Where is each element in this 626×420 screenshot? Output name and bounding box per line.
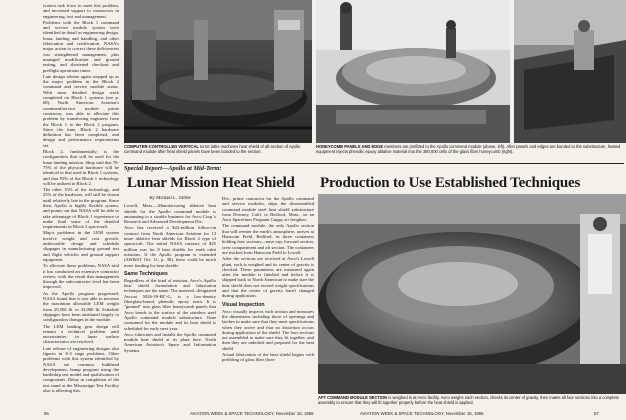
honeycomb-photo xyxy=(316,0,510,143)
paragraph: Problems with the Block 1 command and service module system were identified in detail as engineering design, lunar, landing and handling, and other fabrication and certification. NASA's major action to correct these deficiencies was strengthened management, plus managed modification and ground testing, and shortened checkout and preflight operations times. xyxy=(43,19,119,73)
paragraph: The other 15% of the technology, and 25% of the hardware, will still be frozen until relatively late in the program. Since then, Apollo is highly flexible system, and points out that NASA will be able to take advantage of Block 1 experience to make final some of the detailed requirements in Block 2 spacecraft. xyxy=(43,187,119,230)
paragraph: As the Apollo program progressed, NASA found that it was able to increase the maximum allowable LEM weight from 29,500 lb. to 32,000 lb. Schedule slippages have been attributed largely to configuration changes in the module. xyxy=(43,290,119,323)
kicker: Special Report—Apollo at Mid-Term: xyxy=(124,165,222,172)
paragraph: Avco visually inspects each section and measures the dimensions including those of openings and latches to make sure that they meet specifications when they arrive and that no distortion occurs during application of the shield. The four sections are assembled to make sure they fit together, and then they are unbolted and prepared for the heat shield. xyxy=(222,308,314,351)
footer-left-page-number: 56 xyxy=(44,411,49,416)
headline-rule xyxy=(124,163,624,164)
article-column-2 xyxy=(222,196,314,408)
left-text-column xyxy=(43,3,119,403)
aft-module-photo xyxy=(318,194,626,394)
article-column-1 xyxy=(124,196,216,408)
paragraph: Late release of engineering designs also figures in S-2 stage problems. Other problems with this system identified by NASA are common bulkhead development, hump program using the battleship test model and qualification of components. Delay in completion of the test stand at the Mississippi Test Facility also is affecting this. xyxy=(43,345,119,394)
paragraph: To alleviate these problems, NASA said it has conducted an extensive contractor review, with the result that management through the subcontractor level has been improved. xyxy=(43,263,119,290)
section-heading: Same Techniques xyxy=(124,270,168,277)
byline: By Michael L. Yaffee xyxy=(149,196,191,201)
lathe-photo-caption: COMPUTER-CONTROLLED VERTICAL turret lathe machines heat shield of aft section of Apollo command module after heat shield panels have been bonded to the section. xyxy=(124,144,301,154)
footer-right-page-number: 57 xyxy=(594,411,599,416)
paragraph: Avco has received a $22-million follow-on contract from North American Aviation for 13 more ablative heat shields for Block 2 type of spacecraft. The initial NASA contract of $25 million was for 8 heat shields for earth orbit missions. If the Apollo program is extended (AW&ST Oct. 11, p. 38), there could be much more funding for heat shields. xyxy=(124,225,216,268)
paragraph: Lowell, Mass.—Manufacturing ablative heat shields for the Apollo command module is amounting to a sizable business for Avco Corp.'s Research and Advanced Development Div. xyxy=(124,203,216,225)
paragraph: Avco fabricates and installs the Apollo command module heat shield at its plant here. North American Aviation's Space and Information Systems xyxy=(124,331,216,353)
paragraph: Block 2, fundamentally, is the configuration that will be used for the lunar landing mission. Shop said that 70-75% of the physical hardware will be identical to that used in Block 1 systems, and that 95% of the Block 1 technology will be utilized in Block 2. xyxy=(43,149,119,186)
headline-left: Lunar Mission Heat Shield xyxy=(127,175,295,191)
footer-right-text: AVIATION WEEK & SPACE TECHNOLOGY, November 15, 1965 xyxy=(360,411,484,416)
paragraph: Late design release again cropped up as the major problem in the Block 2 command and service module status. With most detailed design work completed on Block 1 systems (see p. 68), North American Aviation's command/service module prime contractor, was able to alleviate this problem by transferring engineers from the Block 1 to the Block 2 program. Since the time, Block 2 hardware definition has been completed, and design and performance requirements set. xyxy=(43,73,119,148)
paragraph: Major problems in the LEM system involve weight and cost growth, unfavorable design and schedule slippages in manufacturing ground test and flight vehicles and ground support equipment. xyxy=(43,230,119,262)
honeycomb-photo-caption: HONEYCOMB PANELS AND EDGE members are prefitted to the Apollo command module (above, left). After panels and edges are bonded to the substructure, heated equipment injects phenolic epoxy ablative material into the 380,000 cells of the glass fiber honeycomb (right). xyxy=(316,144,621,154)
footer-left-text: AVIATION WEEK & SPACE TECHNOLOGY, November 15, 1965 xyxy=(190,411,314,416)
paragraph: The LEM landing gear design will remain a technical problem until uncertainties in lunar surface characteristics are resolved. xyxy=(43,323,119,345)
headline-right: Production to Use Established Techniques xyxy=(320,175,581,191)
aft-module-photo-caption: AFT COMMAND MODULE SECTION is weighed in at Avco facility. Avco weighs each section, checks its center of gravity, then mates all four sections into a complete assembly to ensure that they will fit together properly before the heat shield is applied. xyxy=(318,395,619,405)
section-heading: Visual Inspection xyxy=(222,301,265,308)
paragraph: The command module, the only Apollo section that will reenter the earth's atmosphere, arrives at Hanscom Field, Bedford, in three containers holding four sections—nose cap, forward section, crew compartment and aft section. The containers are trucked from Hanscom Field to Lowell. xyxy=(222,223,314,255)
paragraph: ivation task force to meet this problem, and increased support to contractors in engineering, test and management. xyxy=(43,3,119,19)
paragraph: Actual fabrication of the heat shield begins with prefitting of glass fiber (hon- xyxy=(222,352,314,363)
paragraph: Regardless of the kind of mission, Avco's Apollo heat shield formulation and fabrication techniques are the same. The material, designated Avcoat 5026-39-HC-G, is a low-density fiberglass-based, phenolic epoxy resin. It is "gunned" into glass fiber honeycomb panels that Avco bonds to the surface of the stainless steel Apollo command module substructure. Time consumed for the module and its heat shield is scheduled for early next year. xyxy=(124,277,216,331)
paragraph: After the sections are received at Avco's Lowell plant, each is weighed and its center of gravity is checked. These parameters are measured again after the module is finished and before it is shipped back to North American to make sure the heat shield does not exceed weight specifications and that the center of gravity hasn't changed during application. xyxy=(222,256,314,299)
honeycomb-injection-photo xyxy=(514,0,626,143)
paragraph: Div., prime contractor for the Apollo command and service modules, ships the disassembled command module steel heat shield substructure from Downey, Calif. to Bedford, Mass., on an Aero Spacelines Pregnant Guppy air freighter. xyxy=(222,196,314,223)
lathe-photo xyxy=(124,0,312,143)
